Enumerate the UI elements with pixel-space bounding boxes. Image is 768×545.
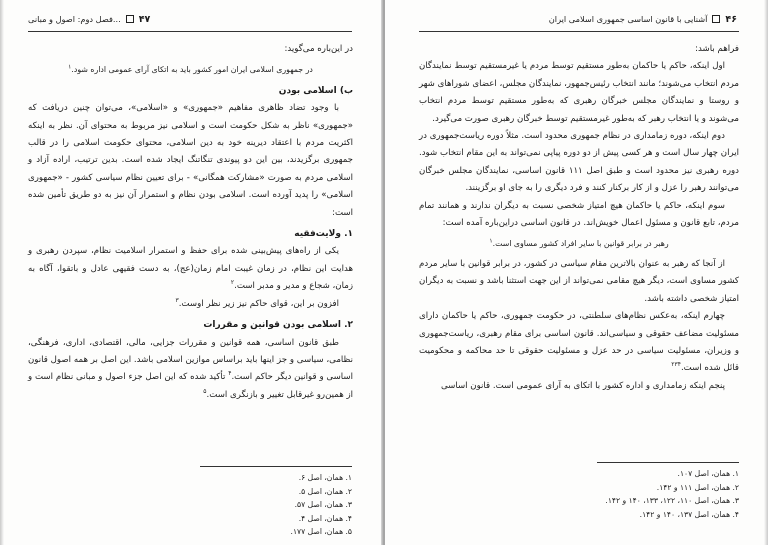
paragraph bbox=[28, 296, 353, 313]
paragraph-text: افزون بر این، قوای حاکم نیز زیر نظر اوست. bbox=[178, 298, 339, 309]
paragraph: پنجم اینکه زمامداری و اداره کشور با اتکای به آرای عمومی است. قانون اساسی bbox=[440, 380, 725, 391]
quote-text: رهبر در برابر قوانین با سایر افراد کشور مساوی است. bbox=[492, 239, 669, 249]
header-square-icon bbox=[126, 15, 134, 23]
page-edge-shadow bbox=[764, 0, 768, 545]
paragraph-text: تأکید شده که این اصل جزء اصول و مبانی نظام است و از همین‌رو غیرقابل تغییر و بازنگری است. bbox=[28, 372, 353, 400]
block-quote bbox=[28, 61, 353, 78]
block-quote bbox=[419, 235, 739, 252]
paragraph bbox=[28, 243, 353, 295]
page-edge-shadow bbox=[0, 0, 4, 545]
opening-line: در این‌باره می‌گوید: bbox=[284, 44, 353, 54]
section-heading: ب) اسلامی بودن bbox=[278, 85, 353, 96]
running-title: آشنایی با قانون اساسی جمهوری اسلامی ایران bbox=[548, 14, 708, 24]
footnote: ۵. همان، اصل ۱۷۷. bbox=[290, 527, 352, 537]
footnote: ۱. همان، اصل ۱۰۷. bbox=[677, 469, 739, 478]
left-page bbox=[0, 0, 383, 545]
header-square-icon bbox=[712, 15, 720, 23]
footnote-marker: ۱ bbox=[68, 63, 72, 71]
opening-line: فراهم باشد: bbox=[695, 44, 739, 54]
paragraph bbox=[28, 335, 353, 405]
footnote: ۳. همان، اصل ۱۱۰، ۱۲۲، ۱۳۳، ۱۴۰ و ۱۴۲. bbox=[605, 496, 739, 506]
footnote-marker: ۲ bbox=[671, 361, 675, 369]
paragraph: سوم اینکه، حاکم یا حاکمان هیچ امتیاز شخصی نسبت به دیگران ندارند و همانند تمام مردم، تابع قانون و مسئول اعمال خویش‌اند. در قانون اساسی دراین‌باره آمده است: bbox=[419, 200, 739, 229]
left-page-body bbox=[28, 41, 353, 404]
paragraph-text: یکی از راه‌های پیش‌بینی شده برای حفظ و استمرار اسلامیت نظام، سپردن رهبری و هدایت این نظام، در زمان غیبت امام زمان(عج)، به دست فقیهی عادل و باتقوا، آگاه به زمان، شجاع و مدیر و مدبر است. bbox=[28, 246, 353, 292]
footnote-marker: ۱ bbox=[489, 237, 493, 245]
right-page bbox=[385, 0, 768, 545]
header-rule bbox=[28, 31, 352, 32]
right-page-body bbox=[419, 41, 739, 395]
left-page-header bbox=[28, 11, 350, 27]
right-footnotes bbox=[505, 467, 739, 521]
page-number: ۴۶ bbox=[725, 13, 737, 25]
paragraph bbox=[419, 308, 739, 378]
footnote-rule bbox=[597, 462, 739, 463]
section-heading: ۲. اسلامی بودن قوانین و مقررات bbox=[203, 320, 353, 331]
footnote: ۴. همان، اصل ۱۳۷، ۱۴۰ و ۱۴۲. bbox=[639, 509, 739, 519]
section-heading: ۱. ولایت‌فقیه bbox=[294, 229, 353, 240]
footnote: ۴. همان، اصل ۴. bbox=[298, 513, 352, 523]
footnote-marker: ۴ bbox=[228, 370, 232, 378]
left-footnotes bbox=[150, 471, 352, 539]
footnote-marker: ۳ bbox=[674, 361, 678, 369]
paragraph: اول اینکه، حاکم یا حاکمان به‌طور مستقیم توسط مردم یا غیرمستقیم توسط نمایندگان مردم انتخاب می‌شوند؛ مانند انتخاب رئیس‌جمهور، نمایندگان مجلس، اعضای شوراهای شهر و روستا و نمایندگان مجلس خبرگان رهبری که به‌طور مستقیم توسط مردم انتخاب می‌شوند و یا انتخاب رهبر که به‌طور غیرمستقیم توسط خبرگان رهبری صورت می‌گیرد. bbox=[418, 61, 739, 124]
footnote-rule bbox=[200, 466, 352, 467]
footnote: ۲. همان، اصل ۵. bbox=[298, 486, 352, 496]
footnote-marker: ۲ bbox=[230, 279, 235, 287]
running-title: فصل دوم: اصول و مبانی... bbox=[28, 14, 121, 24]
paragraph: از آنجا که رهبر به عنوان بالاترین مقام سیاسی در کشور، در برابر قوانین با سایر مردم کشور مساوی است، دیگر هیچ مقامی نمی‌تواند از این جهت استثنا باشد و نسبت به دیگران امتیاز شخصی داشته باشد. bbox=[419, 258, 739, 304]
paragraph-text: چهارم اینکه، به‌عکس نظام‌های سلطنتی، در حکومت جمهوری، حاکم یا حاکمان دارای مسئولیت مضاعف حقوقی و سیاسی‌اند. قانون اساسی برای مقام رهبری، ریاست‌جمهوری و وزیران، مسئولیت سیاسی در حد عزل و مسئولیت حقوقی تا حد محاکمه و محکومیت قائل شده است. bbox=[419, 311, 739, 374]
paragraph: با وجود تضاد ظاهری مفاهیم «جمهوری» و «اسلامی»، می‌توان چنین دریافت که «جمهوری» ناظر به شکل حکومت است و اسلامی نیز مربوط به محتوای آن. نظر به اینکه اکثریت مردم با اعتقاد دیرینه خود به دین اسلامی، محتوای حکومت اسلامی را در قالب جمهوری برگزیدند، بین این دو پیوندی تنگاتنگ ایجاد شده است. بدین ترتیب، اراده آزاد و اسلامی مردم به صورت «مشارکت همگانی» - برای تعیین نظام سیاسی کشور - «جمهوری اسلامی» را پدید آورده است. اسلامی بودن نظام و استمرار آن نیز به دو طریق تأمین شده است: bbox=[28, 103, 353, 218]
page-number: ۴۷ bbox=[138, 13, 151, 25]
footnote-marker: ۳ bbox=[175, 296, 179, 304]
footnote: ۳. همان، اصل ۵۷. bbox=[294, 500, 352, 510]
right-page-header bbox=[419, 11, 737, 27]
paragraph-text: طبق قانون اساسی، همه قوانین و مقررات جزایی، مالی، اقتصادی، اداری، فرهنگی، نظامی، سیاسی و جز اینها باید براساس موازین اسلامی باشد. این اصل بر همه اصول قانون اساسی و قوانین دیگر حاکم است. bbox=[28, 337, 353, 383]
footnote: ۲. همان، اصل ۱۱۱ و ۱۴۲. bbox=[656, 482, 739, 492]
footnote: ۱. همان، اصل ۶. bbox=[298, 473, 352, 482]
header-rule bbox=[419, 31, 739, 32]
footnote-marker: ۵ bbox=[203, 387, 207, 395]
paragraph: دوم اینکه، دوره زمامداری در نظام جمهوری محدود است. مثلاً دوره ریاست‌جمهوری در ایران چهار سال است و هر کسی پیش از دو دوره پیاپی نمی‌تواند به این مقام انتخاب شود. دوره رهبری نیز محدود است و طبق اصل ۱۱۱ قانون اساسی، نمایندگان مجلس خبرگان می‌توانند رهبر را عزل و از کار برکنار کنند و فرد دیگری را به جای او برگزینند. bbox=[419, 131, 739, 194]
footnote-marker: ۴ bbox=[677, 361, 681, 369]
quote-text: در جمهوری اسلامی ایران امور کشور باید به اتکای آرای عمومی اداره شود. bbox=[71, 65, 313, 75]
